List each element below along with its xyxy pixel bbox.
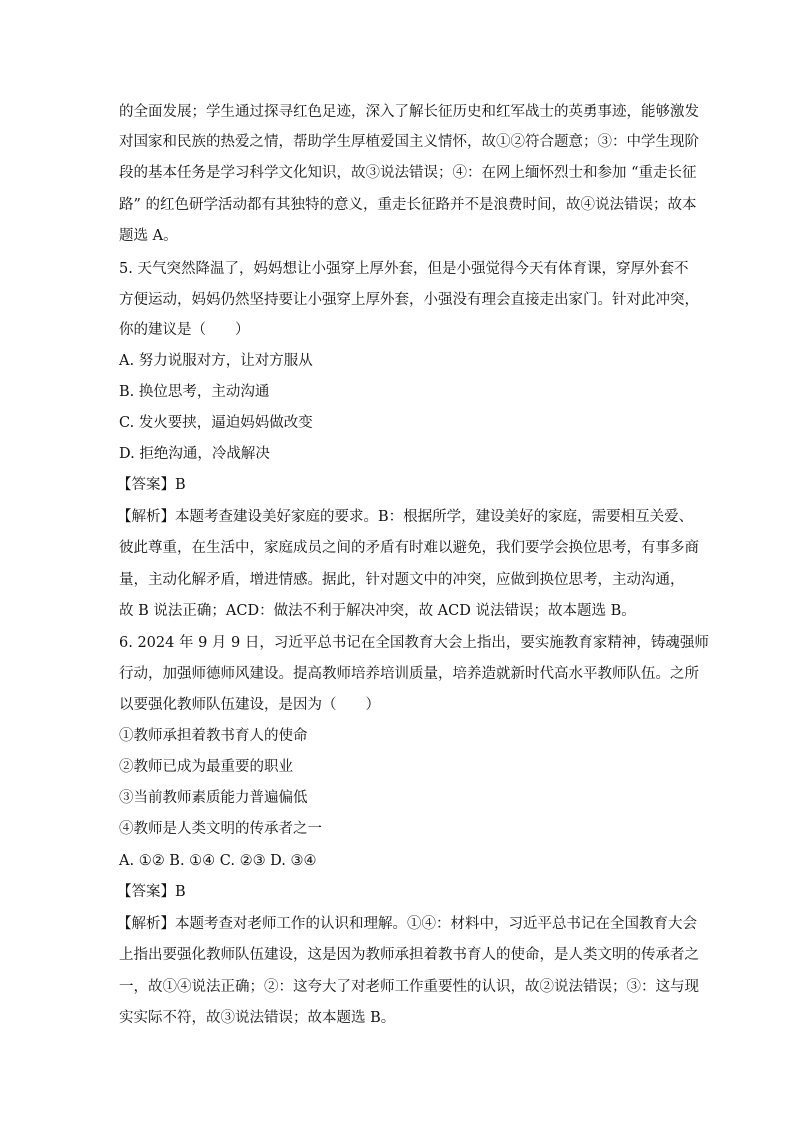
question-6-analysis: 实实际不符，故③说法错误；故本题选 B。 [119, 1010, 396, 1026]
question-5-option-b: B. 换位思考，主动沟通 [119, 384, 270, 400]
question-5-stem: 方便运动，妈妈仍然坚持要让小强穿上厚外套，小强没有理会直接走出家门。针对此冲突， [119, 292, 699, 308]
question-6-analysis: 一，故①④说法正确；②：这夸大了对老师工作重要性的认识，故②说法错误；③：这与现 [119, 979, 699, 995]
question-6-options: A. ①② B. ①④ C. ②③ D. ③④ [119, 853, 317, 869]
question-5-stem: 5. 天气突然降温了，妈妈想让小强穿上厚外套，但是小强觉得今天有体育课，穿厚外套不 [119, 261, 689, 277]
analysis-text-line: 题选 A。 [119, 228, 178, 244]
question-5-analysis: 故 B 说法正确；ACD：做法不利于解决冲突，故 ACD 说法错误；故本题选 B。 [119, 603, 636, 619]
question-6-item: ③当前教师素质能力普遍偏低 [119, 790, 308, 806]
analysis-text-line: 段的基本任务是学习科学文化知识，故③说法错误；④：在网上缅怀烈士和参加 “重走长征 [119, 165, 697, 181]
analysis-text-line: 对国家和民族的热爱之情，帮助学生厚植爱国主义情怀，故①②符合题意；③：中学生现阶 [119, 134, 699, 150]
question-6-answer: 【答案】B [117, 884, 186, 900]
question-5-option-c: C. 发火要挟，逼迫妈妈做改变 [119, 415, 313, 431]
question-5-analysis: 彼此尊重，在生活中，家庭成员之间的矛盾有时难以避免，我们要学会换位思考，有事多商 [119, 540, 699, 556]
question-6-item: ④教师是人类文明的传承者之一 [119, 821, 322, 837]
question-5-option-d: D. 拒绝沟通，冷战解决 [119, 446, 270, 462]
analysis-text-line: 路” 的红色研学活动都有其独特的意义，重走长征路并不是浪费时间，故④说法错误；故本 [119, 197, 697, 213]
question-5-analysis: 量，主动化解矛盾，增进情感。据此，针对题文中的冲突，应做到换位思考，主动沟通， [119, 572, 685, 588]
question-6-analysis: 上指出要强化教师队伍建设，这是因为教师承担着教书育人的使命，是人类文明的传承者之 [119, 947, 699, 963]
question-5-option-a: A. 努力说服对方，让对方服从 [119, 353, 313, 369]
question-6-item: ①教师承担着教书育人的使命 [119, 728, 308, 744]
analysis-text-line: 的全面发展；学生通过探寻红色足迹，深入了解长征历史和红军战士的英勇事迹，能够激发 [119, 104, 699, 120]
question-5-answer: 【答案】B [117, 477, 186, 493]
question-6-stem: 6. 2024 年 9 月 9 日，习近平总书记在全国教育大会上指出，要实施教育家精神，铸魂强师 [119, 635, 709, 651]
question-6-stem: 以要强化教师队伍建设，是因为（ ） [119, 697, 380, 713]
question-6-analysis: 【解析】本题考查对老师工作的认识和理解。①④：材料中，习近平总书记在全国教育大会 [117, 916, 697, 932]
question-5-stem: 你的建议是（ ） [119, 322, 250, 338]
question-6-item: ②教师已成为最重要的职业 [119, 759, 293, 775]
question-6-stem: 行动，加强师德师风建设。提高教师培养培训质量，培养造就新时代高水平教师队伍。之所 [119, 666, 699, 682]
question-5-analysis: 【解析】本题考查建设美好家庭的要求。B：根据所学，建设美好的家庭，需要相互关爱、 [117, 509, 694, 525]
